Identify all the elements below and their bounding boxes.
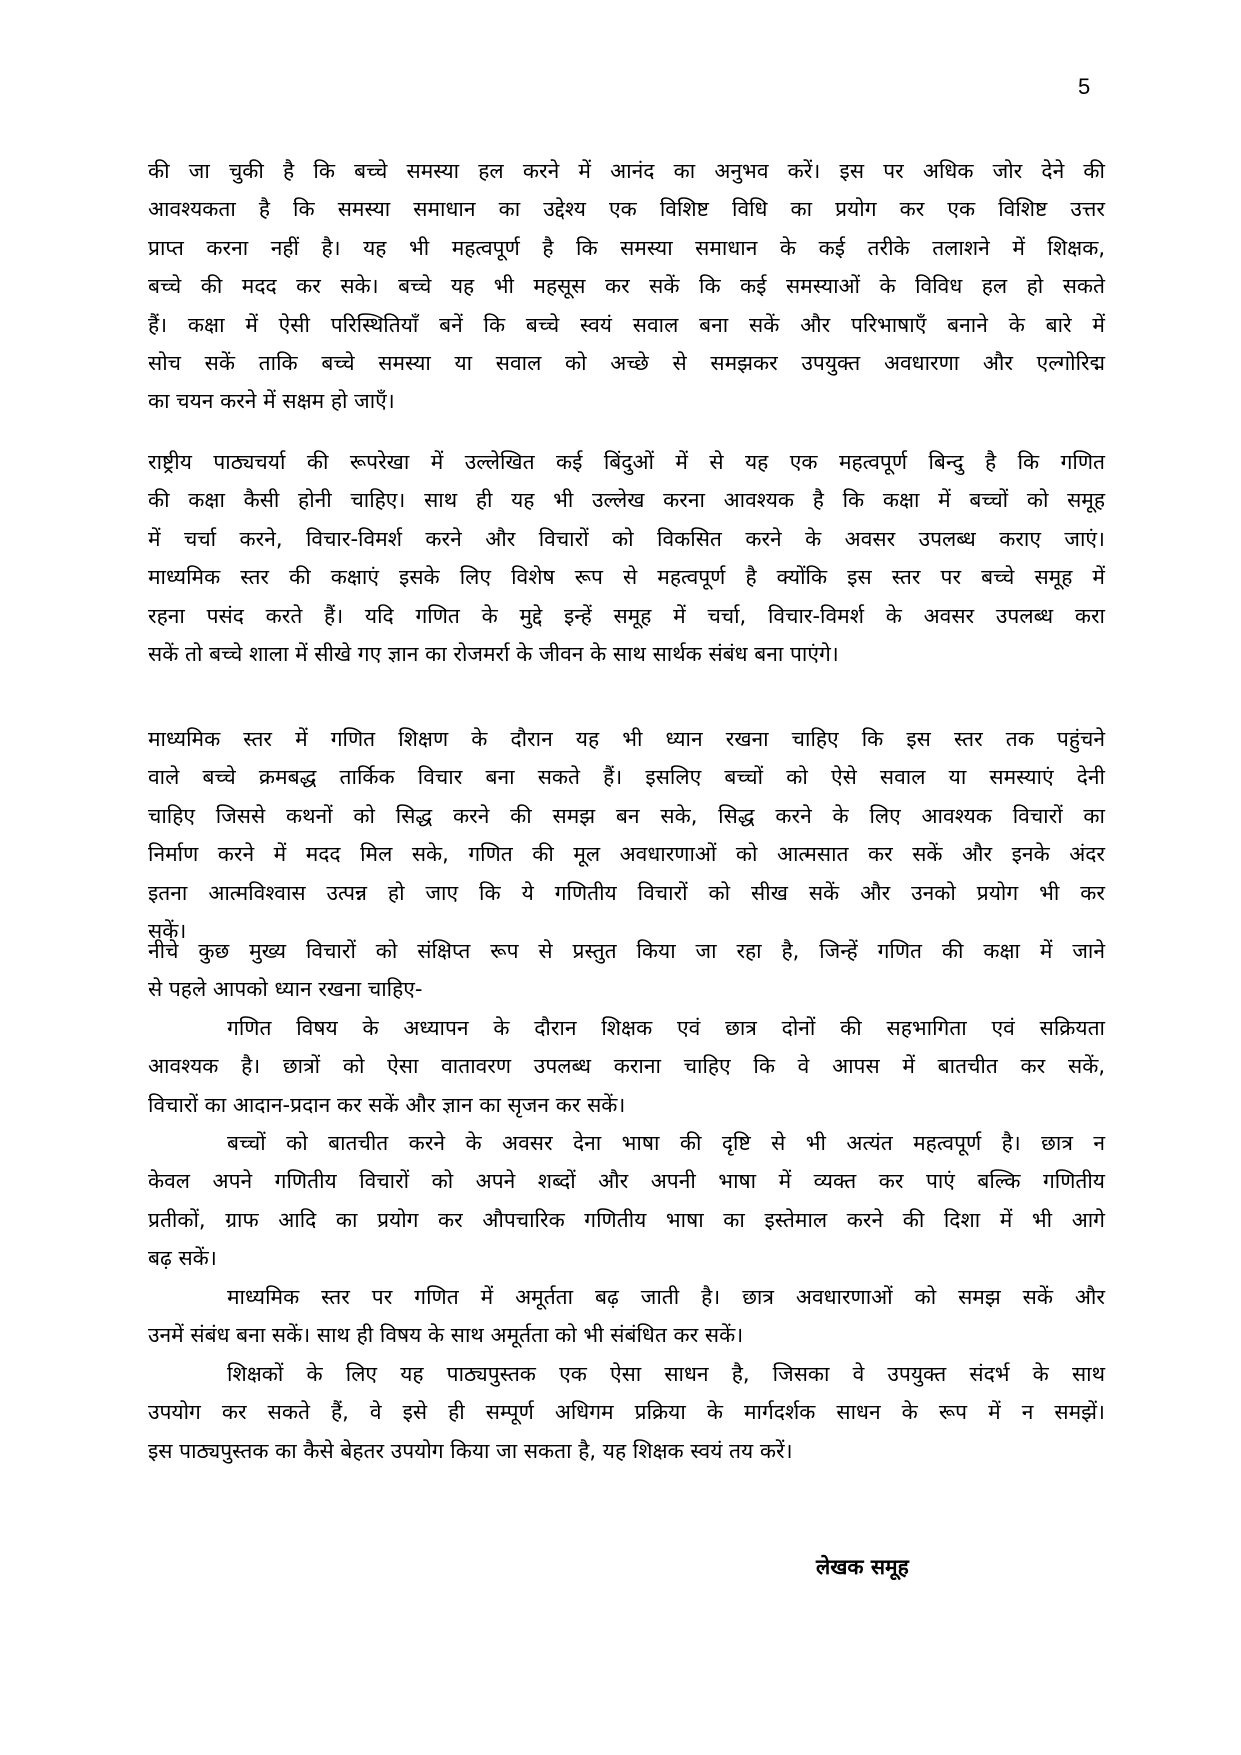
text-line: केवल अपने गणितीय विचारों को अपने शब्दों और अपनी भाषा में व्यक्त कर पाएं बल्कि गणितीय <box>148 1169 1105 1194</box>
text-line: की जा चुकी है कि बच्चे समस्या हल करने में आनंद का अनुभव करें। इस पर अधिक जोर देने की <box>148 159 1105 183</box>
text-line: प्रतीकों, ग्राफ आदि का प्रयोग कर औपचारिक गणितीय भाषा का इस्तेमाल करने की दिशा में भी आगे <box>148 1207 1105 1232</box>
text-line: विचारों का आदान-प्रदान कर सकें और ज्ञान का सृजन कर सकें। <box>148 1092 626 1117</box>
text-line: में चर्चा करने, विचार-विमर्श करने और विचारों को विकसित करने के अवसर उपलब्ध कराए जाएं। <box>148 526 1105 551</box>
text-line: हैं। कक्षा में ऐसी परिस्थितियाँ बनें कि बच्चे स्वयं सवाल बना सकें और परिभाषाएँ बनाने के बारे में <box>148 312 1105 337</box>
signature-author-group: लेखक समूह <box>816 1555 909 1579</box>
text-line: निर्माण करने में मदद मिल सके, गणित की मूल अवधारणाओं को आत्मसात कर सकें और इनके अंदर <box>148 842 1105 867</box>
paragraph <box>148 443 1105 673</box>
text-line: सकें। <box>148 918 187 943</box>
text-line: रहना पसंद करते हैं। यदि गणित के मुद्दे इन्हें समूह में चर्चा, विचार-विमर्श के अवसर उपलब्ध करा <box>148 603 1105 628</box>
text-line: माध्यमिक स्तर की कक्षाएं इसके लिए विशेष रूप से महत्वपूर्ण है क्योंकि इस स्तर पर बच्चे समूह में <box>148 565 1105 590</box>
text-line: बढ़ सकें। <box>148 1246 217 1271</box>
paragraph <box>148 152 1105 421</box>
text-line: गणित विषय के अध्यापन के दौरान शिक्षक एवं छात्र दोनों की सहभागिता एवं सक्रियता <box>227 1016 1105 1040</box>
text-line: से पहले आपको ध्यान रखना चाहिए- <box>148 977 423 1002</box>
text-line: चाहिए जिससे कथनों को सिद्ध करने की समझ बन सके, सिद्ध करने के लिए आवश्यक विचारों का <box>148 803 1105 828</box>
paragraph <box>148 720 1105 950</box>
text-line: उपयोग कर सकते हैं, वे इसे ही सम्पूर्ण अधिगम प्रक्रिया के मार्गदर्शक साधन के रूप में न समझें। <box>148 1400 1105 1425</box>
text-line: सोच सकें ताकि बच्चे समस्या या सवाल को अच्छे से समझकर उपयुक्त अवधारणा और एल्गोरिद्म <box>148 350 1105 375</box>
text-line: उनमें संबंध बना सकें। साथ ही विषय के साथ अमूर्तता को भी संबंधित कर सकें। <box>148 1323 744 1348</box>
text-line: शिक्षकों के लिए यह पाठ्यपुस्तक एक ऐसा साधन है, जिसका वे उपयुक्त संदर्भ के साथ <box>227 1362 1105 1386</box>
text-line: नीचे कुछ मुख्य विचारों को संक्षिप्त रूप से प्रस्तुत किया जा रहा है, जिन्हें गणित की कक्षा में जाने <box>148 939 1105 963</box>
text-line: माध्यमिक स्तर पर गणित में अमूर्तता बढ़ जाती है। छात्र अवधारणाओं को समझ सकें और <box>227 1285 1105 1309</box>
paragraph <box>148 932 1105 1009</box>
text-line: माध्यमिक स्तर में गणित शिक्षण के दौरान यह भी ध्यान रखना चाहिए कि इस स्तर तक पहुंचने <box>148 727 1105 751</box>
text-line: का चयन करने में सक्षम हो जाएँ। <box>148 389 395 414</box>
text-line: इतना आत्मविश्वास उत्पन्न हो जाए कि ये गणितीय विचारों को सीख सकें और उनको प्रयोग भी कर <box>148 880 1105 905</box>
paragraph <box>148 1009 1105 1124</box>
text-line: राष्ट्रीय पाठ्यचर्या की रूपरेखा में उल्लेखित कई बिंदुओं में से यह एक महत्वपूर्ण बिन्दु है कि गणित <box>148 450 1105 474</box>
text-line: प्राप्त करना नहीं है। यह भी महत्वपूर्ण है कि समस्या समाधान के कई तरीके तलाशने में शिक्षक, <box>148 235 1105 260</box>
text-line: वाले बच्चे क्रमबद्ध तार्किक विचार बना सकते हैं। इसलिए बच्चों को ऐसे सवाल या समस्याएं देनी <box>148 765 1105 790</box>
text-line: बच्चों को बातचीत करने के अवसर देना भाषा की दृष्टि से भी अत्यंत महत्वपूर्ण है। छात्र न <box>227 1131 1105 1155</box>
text-line: बच्चे की मदद कर सके। बच्चे यह भी महसूस कर सकें कि कई समस्याओं के विविध हल हो सकते <box>148 274 1105 299</box>
paragraph <box>148 1355 1105 1470</box>
text-line: सकें तो बच्चे शाला में सीखे गए ज्ञान का रोजमर्रा के जीवन के साथ सार्थक संबंध बना पाएंगे। <box>148 641 839 666</box>
paragraph <box>148 1278 1105 1355</box>
text-line: इस पाठ्यपुस्तक का कैसे बेहतर उपयोग किया जा सकता है, यह शिक्षक स्वयं तय करें। <box>148 1438 793 1463</box>
paragraph <box>148 1124 1105 1278</box>
text-line: आवश्यकता है कि समस्या समाधान का उद्देश्य एक विशिष्ट विधि का प्रयोग कर एक विशिष्ट उत्तर <box>148 197 1105 222</box>
page-number: 5 <box>1078 74 1091 99</box>
text-line: की कक्षा कैसी होनी चाहिए। साथ ही यह भी उल्लेख करना आवश्यक है कि कक्षा में बच्चों को समूह <box>148 488 1105 513</box>
text-line: आवश्यक है। छात्रों को ऐसा वातावरण उपलब्ध कराना चाहिए कि वे आपस में बातचीत कर सकें, <box>148 1054 1105 1079</box>
